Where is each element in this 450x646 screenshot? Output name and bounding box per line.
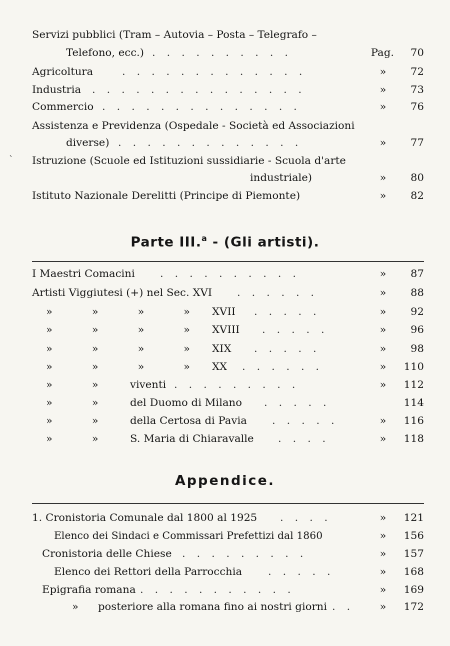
entry-text: del Duomo di Milano (130, 397, 242, 409)
entry-text: XVII (212, 306, 236, 318)
ditto-marks: » » » » (46, 306, 191, 318)
entry-text: Industria (32, 84, 82, 96)
page-number: 169 (403, 584, 424, 596)
page-prefix: Pag. (370, 47, 394, 59)
entry-text: Agricoltura (32, 66, 94, 78)
leader-dots: . . . . . . . . . . . . . . (102, 101, 301, 113)
entry-text: industriale) (250, 172, 313, 184)
toc-entry (32, 82, 424, 99)
entry-text: Cronistoria delle Chiese (42, 548, 172, 560)
toc-entry (32, 528, 424, 545)
ditto-mark: » (379, 530, 387, 542)
toc-entry (32, 64, 424, 81)
ditto-mark: » (379, 306, 387, 318)
ditto-marks: » » (46, 415, 99, 427)
entry-text: posteriore alla romana fino ai nostri giorni (98, 601, 327, 613)
entry-text: Servizi pubblici (Tram – Autovia – Posta – Telegrafo – (32, 29, 317, 41)
toc-entry (32, 153, 424, 170)
entry-text: Telefono, ecc.) (66, 47, 145, 59)
page-number: 172 (403, 601, 424, 613)
entry-text: Assistenza e Previdenza (Ospedale - Società ed Associazioni (32, 120, 355, 132)
leader-dots: . . . . . . . . . . . . . (122, 66, 307, 78)
ditto-mark: » (379, 361, 387, 373)
ditto-mark: » (379, 66, 387, 78)
toc-entry (32, 135, 424, 152)
toc-entry (32, 285, 424, 302)
page-number: 72 (410, 66, 424, 78)
toc-entry (32, 359, 424, 376)
page-number: 168 (403, 566, 424, 578)
toc-entry (32, 564, 424, 581)
toc-entry (32, 188, 424, 205)
toc-entry (32, 599, 424, 616)
page-number: 73 (410, 84, 424, 96)
toc-entry (32, 304, 424, 321)
page-number: 116 (403, 415, 424, 427)
toc-entry (32, 27, 424, 44)
ditto-mark: » (379, 512, 387, 524)
ditto-mark: » (379, 343, 387, 355)
ditto-mark: » (379, 584, 387, 596)
page-number: 157 (403, 548, 424, 560)
page-number: 118 (403, 433, 424, 445)
entry-text: della Certosa di Pavia (130, 415, 247, 427)
page-number: 110 (403, 361, 424, 373)
ditto-mark: » (379, 172, 387, 184)
ditto-mark: » (379, 137, 387, 149)
leader-dots: . . . . . (254, 343, 321, 355)
toc-entry (32, 266, 424, 283)
ditto-mark: » (379, 433, 387, 445)
ditto-mark: » (379, 548, 387, 560)
leader-dots: . . . . . . . . . (182, 548, 308, 560)
section-divider (32, 503, 424, 504)
toc-entry (32, 99, 424, 116)
leader-dots: . . . . . . . . . . (152, 47, 292, 59)
toc-entry (32, 170, 424, 187)
entry-text: Istruzione (Scuole ed Istituzioni sussidiarie - Scuola d'arte (32, 155, 346, 167)
entry-text: I Maestri Comacini (32, 268, 135, 280)
toc-entry (32, 413, 424, 430)
entry-text: XVIII (212, 324, 240, 336)
page-number: 82 (410, 190, 424, 202)
entry-text: XX (212, 361, 228, 373)
page-number: 88 (410, 287, 424, 299)
leader-dots: . . . . . (264, 397, 331, 409)
page-number: 114 (403, 397, 424, 409)
toc-entry (32, 510, 424, 527)
page-number: 70 (410, 47, 424, 59)
toc-entry (32, 546, 424, 563)
entry-text: Elenco dei Rettori della Parrocchia (54, 566, 243, 578)
page-number: 87 (410, 268, 424, 280)
ditto-marks: » » (46, 397, 99, 409)
page-number: 156 (403, 530, 424, 542)
ditto-mark: » (379, 379, 387, 391)
ditto-mark: » (379, 190, 387, 202)
heading-superscript: a (201, 234, 208, 243)
section-divider (32, 261, 424, 262)
ditto-mark: » (379, 84, 387, 96)
ditto-marks: » » » » (46, 343, 191, 355)
entry-text: Commercio (32, 101, 94, 113)
toc-entry (32, 45, 424, 62)
entry-text: Istituto Nazionale Derelitti (Principe di Piemonte) (32, 190, 301, 202)
leader-dots: . . . . . (262, 324, 329, 336)
scan-speck: ` (9, 156, 14, 166)
heading-main: Parte III. (130, 234, 202, 251)
leader-dots: . . . . (278, 433, 330, 445)
entry-text: diverse) (66, 137, 110, 149)
ditto-mark: » (379, 566, 387, 578)
toc-entry (32, 377, 424, 394)
entry-text: Artisti Viggiutesi (+) nel Sec. XVI (32, 287, 213, 299)
leader-dots: . . . . . . . . . . . . . . . (92, 84, 306, 96)
toc-entry (32, 118, 424, 135)
toc-entry (32, 341, 424, 358)
ditto-mark: » (379, 324, 387, 336)
toc-entry (32, 582, 424, 599)
entry-text: 1. Cronistoria Comunale dal 1800 al 1925 (32, 512, 258, 524)
section-heading-appendice: Appendice. (174, 473, 276, 489)
leader-dots: . . (332, 601, 355, 613)
ditto-marks: » » » » (46, 361, 191, 373)
page-number: 92 (410, 306, 424, 318)
page-number: 77 (410, 137, 424, 149)
leader-dots: . . . . . . (242, 361, 324, 373)
ditto-marks: » » » » (46, 324, 191, 336)
leader-dots: . . . . . . . . . . . . . (118, 137, 303, 149)
leader-dots: . . . . . (268, 566, 335, 578)
page-number: 96 (410, 324, 424, 336)
heading-rest: - (Gli artisti). (207, 234, 320, 251)
entry-text: XIX (212, 343, 232, 355)
leader-dots: . . . . . . . . . . (160, 268, 300, 280)
toc-entry (32, 322, 424, 339)
leader-dots: . . . . . . . . . (174, 379, 300, 391)
ditto-marks: » » (46, 379, 99, 391)
ditto-mark: » (379, 601, 387, 613)
entry-text: Epigrafia romana (42, 584, 136, 596)
section-heading-parte-iii (0, 234, 450, 251)
ditto-mark: » (379, 101, 387, 113)
toc-entry (32, 395, 424, 412)
entry-text: viventi (130, 379, 167, 391)
page-number: 98 (410, 343, 424, 355)
ditto-marks: » (72, 601, 79, 613)
page-number: 121 (403, 512, 424, 524)
page-number: 76 (410, 101, 424, 113)
toc-entry (32, 431, 424, 448)
leader-dots: . . . . . . . . . . . (140, 584, 295, 596)
ditto-mark: » (379, 268, 387, 280)
ditto-marks: » » (46, 433, 99, 445)
page-number: 80 (410, 172, 424, 184)
leader-dots: . . . . . . (237, 287, 319, 299)
ditto-mark: » (379, 415, 387, 427)
leader-dots: . . . . . (272, 415, 339, 427)
leader-dots: . . . . . (254, 306, 321, 318)
page-number: 112 (403, 379, 424, 391)
entry-text: S. Maria di Chiaravalle (130, 433, 254, 445)
ditto-mark: » (379, 287, 387, 299)
entry-text: Elenco dei Sindaci e Commissari Prefettizi dal 1860 (54, 531, 323, 542)
leader-dots: . . . . (280, 512, 332, 524)
